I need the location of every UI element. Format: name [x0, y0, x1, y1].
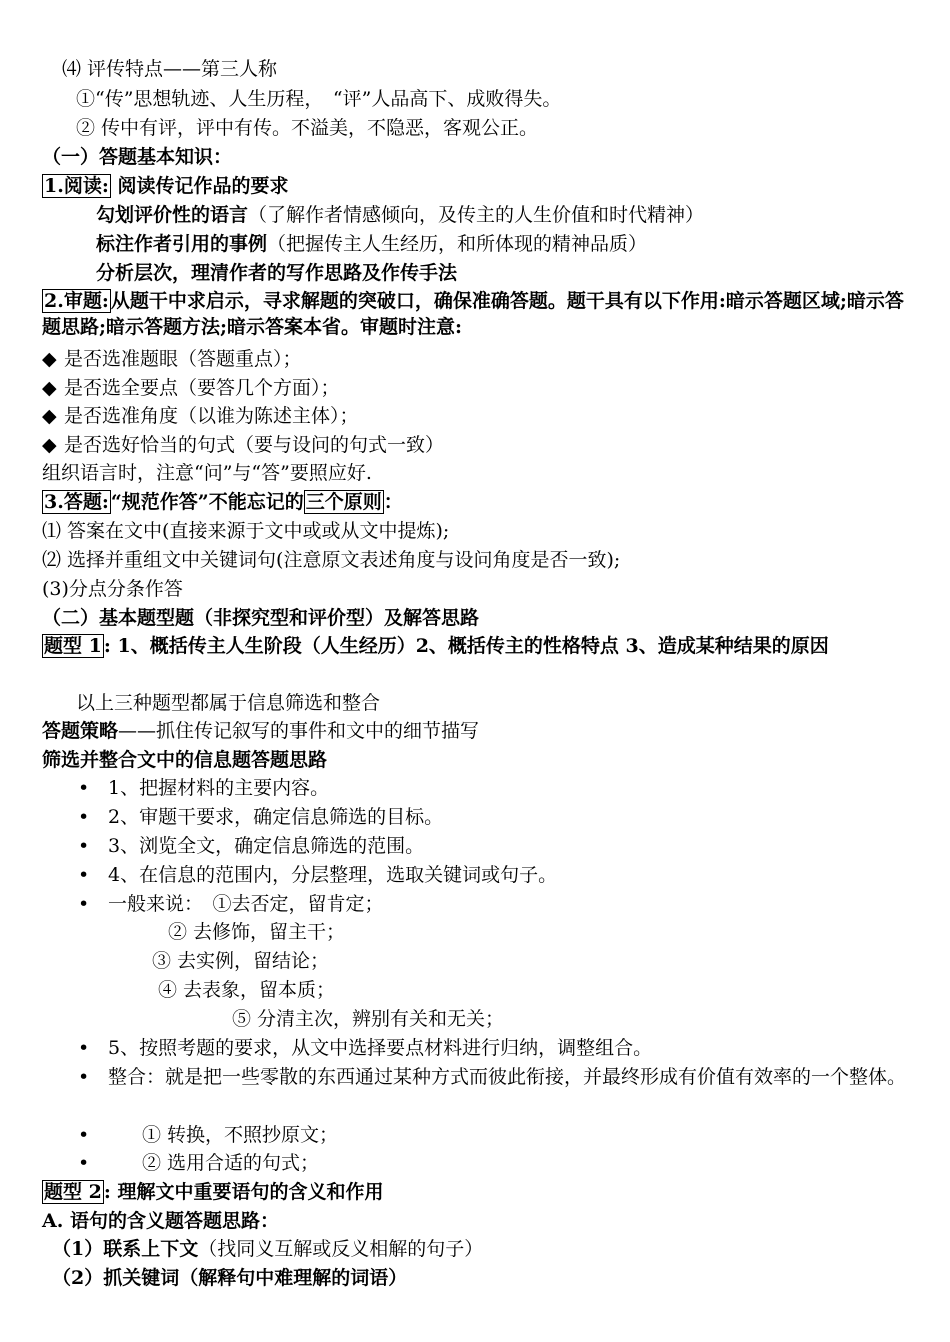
subheading-answer	[42, 489, 403, 515]
section-heading: （一）答题基本知识：	[42, 146, 233, 168]
diamond-item	[42, 375, 340, 401]
text-line: ⑵ 选择并重组文中关键词句(注意原文表述角度与设问角度是否一致);	[42, 549, 621, 571]
text-line	[96, 202, 704, 228]
plain: （找同义互解或反义相解的句子）	[198, 1238, 484, 1260]
text-line	[42, 718, 479, 744]
item-text: 是否选好恰当的句式（要与设问的句式一致）	[64, 434, 445, 456]
item-text: 是否选准题眼（答题重点）；	[64, 348, 302, 370]
text-line	[52, 1236, 483, 1262]
subheading-text: 阅读传记作品的要求	[110, 175, 289, 197]
list-item	[78, 891, 384, 917]
bullet-icon: •	[78, 1152, 90, 1174]
list-item	[78, 804, 444, 830]
text-line	[96, 231, 647, 257]
text-line: A. 语句的含义题答题思路：	[42, 1210, 279, 1232]
plain: （了解作者情感倾向，及传主的人生价值和时代精神）	[248, 204, 705, 226]
list-item	[78, 775, 330, 801]
subheading-text: 从题干中求启示，寻求解题的突破口，确保准确答题。题干具有以下作用:暗示答题区域;暗示答题思路;暗示答题方法;暗示答案本省。审题时注意:	[42, 290, 904, 338]
plain: ——抓住传记叙写的事件和文中的细节描写	[118, 720, 480, 742]
bullet-icon: •	[78, 777, 90, 799]
diamond-icon: ◆	[42, 405, 57, 427]
bullet-icon: •	[78, 864, 90, 886]
subheading-review	[42, 288, 912, 340]
question-type-text: : 理解文中重要语句的含义和作用	[103, 1181, 384, 1203]
diamond-item	[42, 346, 302, 372]
bullet-icon: •	[78, 1124, 90, 1146]
plain: （把握传主人生经历，和所体现的精神品质）	[267, 233, 648, 255]
item-text: 是否选准角度（以谁为陈述主体）；	[64, 405, 359, 427]
emphasis: 勾划评价性的语言	[96, 204, 249, 226]
list-item	[78, 1150, 320, 1176]
emphasis: 答题策略	[42, 720, 119, 742]
diamond-item	[42, 432, 444, 458]
list-item	[78, 1064, 908, 1090]
boxed-label: 题型 1	[44, 635, 102, 657]
section-heading: （二）基本题型题（非探究型和评价型）及解答思路	[42, 607, 480, 629]
question-type-text: : 1、概括传主人生阶段（人生经历）2、概括传主的性格特点 3、造成某种结果的原因	[103, 635, 829, 657]
diamond-icon: ◆	[42, 377, 57, 399]
diamond-icon: ◆	[42, 434, 57, 456]
item-text: 3、浏览全文，确定信息筛选的范围。	[108, 835, 425, 857]
question-type-1	[42, 633, 912, 659]
bullet-icon: •	[78, 893, 90, 915]
list-item	[78, 862, 558, 888]
subheading-reading	[42, 173, 288, 199]
text-line: 分析层次，理清作者的写作思路及作传手法	[96, 262, 458, 284]
item-text: ① 转换，不照抄原文；	[142, 1124, 339, 1146]
boxed-label: 三个原则	[305, 491, 382, 513]
emphasis: （1）联系上下文	[52, 1238, 199, 1260]
item-text: 1、把握材料的主要内容。	[108, 777, 330, 799]
text-line: 筛选并整合文中的信息题答题思路	[42, 749, 328, 771]
item-text: 2、审题干要求，确定信息筛选的目标。	[108, 806, 444, 828]
text-line: ①“传”思想轨迹、人生历程， “评”人品高下、成败得失。	[76, 88, 562, 110]
boxed-label: 3.答题:	[44, 491, 109, 513]
emphasis: 标注作者引用的事例	[96, 233, 268, 255]
punctuation: ：	[383, 491, 403, 513]
text-line: 组织语言时，注意“问”与“答”要照应好.	[42, 462, 372, 484]
text-line: ⑷ 评传特点——第三人称	[62, 58, 278, 80]
text-line: (3)分点分条作答	[42, 578, 183, 600]
boxed-label: 2.审题:	[44, 290, 109, 312]
question-type-2	[42, 1179, 383, 1205]
sub-item: ⑤ 分清主次，辨别有关和无关；	[232, 1008, 505, 1030]
sub-item: ③ 去实例，留结论；	[152, 950, 330, 972]
item-text: 一般来说： ①去否定，留肯定；	[108, 893, 384, 915]
bullet-icon: •	[78, 835, 90, 857]
boxed-label: 题型 2	[44, 1181, 102, 1203]
text-line: 以上三种题型都属于信息筛选和整合	[76, 692, 381, 714]
list-item	[78, 1035, 653, 1061]
list-item	[78, 1122, 339, 1148]
diamond-icon: ◆	[42, 348, 57, 370]
list-item	[78, 833, 425, 859]
sub-item: ② 去修饰，留主干；	[168, 921, 346, 943]
sub-item: ④ 去表象，留本质；	[158, 979, 336, 1001]
item-text: 5、按照考题的要求，从文中选择要点材料进行归纳，调整组合。	[108, 1037, 653, 1059]
text-line: （2）抓关键词（解释句中难理解的词语）	[52, 1267, 408, 1289]
item-text: 整合：就是把一些零散的东西通过某种方式而彼此衔接，并最终形成有价值有效率的一个整体。	[108, 1066, 907, 1088]
boxed-label: 1.阅读:	[44, 175, 109, 197]
item-text: 4、在信息的范围内，分层整理，选取关键词或句子。	[108, 864, 558, 886]
diamond-item	[42, 403, 359, 429]
text-line: ② 传中有评，评中有传。不溢美，不隐恶，客观公正。	[76, 117, 539, 139]
bullet-icon: •	[78, 806, 90, 828]
item-text: 是否选全要点（要答几个方面）；	[64, 377, 340, 399]
text-line: ⑴ 答案在文中(直接来源于文中或或从文中提炼);	[42, 520, 450, 542]
bullet-icon: •	[78, 1037, 90, 1059]
bullet-icon: •	[78, 1066, 90, 1088]
subheading-text: “规范作答”不能忘记的	[110, 491, 304, 513]
item-text: ② 选用合适的句式；	[142, 1152, 320, 1174]
